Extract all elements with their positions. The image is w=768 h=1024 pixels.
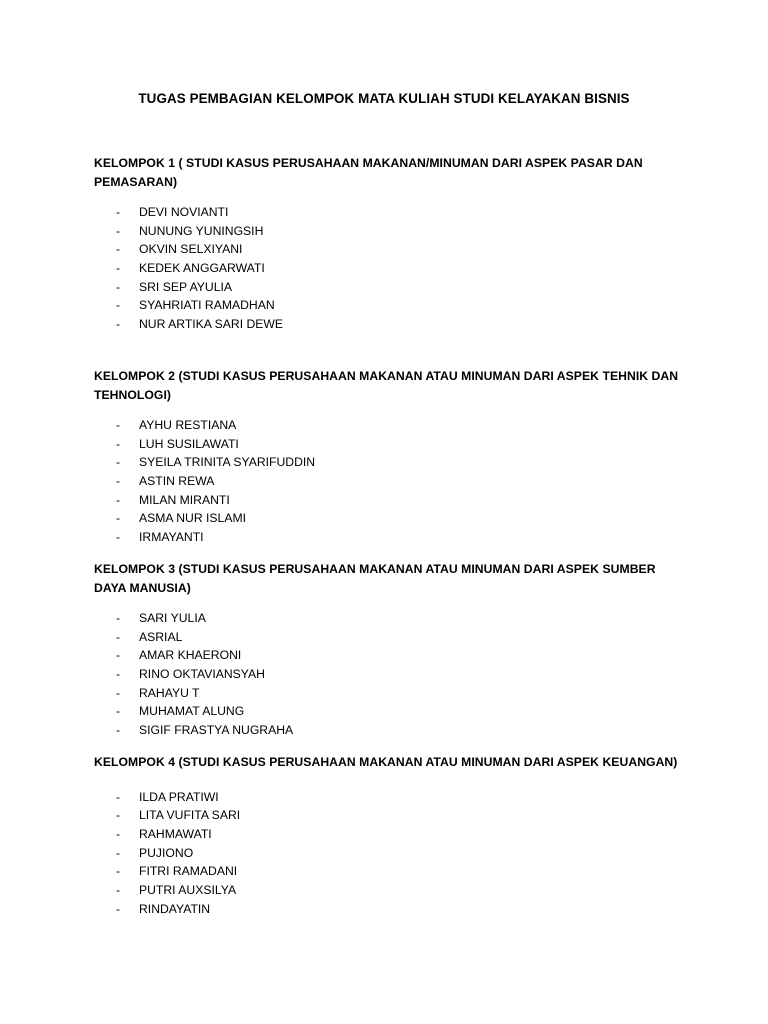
group-heading: KELOMPOK 4 (STUDI KASUS PERUSAHAAN MAKANAN ATAU MINUMAN DARI ASPEK KEUANGAN) <box>94 755 678 769</box>
list-item <box>94 435 684 454</box>
bullet-dash: - <box>116 704 121 719</box>
member-name: SYAHRIATI RAMADHAN <box>139 298 275 313</box>
bullet-dash: - <box>116 511 121 526</box>
member-name: NUNUNG YUNINGSIH <box>139 223 264 238</box>
member-name: ASMA NUR ISLAMI <box>139 511 247 526</box>
list-item <box>94 862 684 881</box>
member-list <box>94 788 684 919</box>
list-item <box>94 702 684 721</box>
bullet-dash: - <box>116 648 121 663</box>
bullet-dash: - <box>116 436 121 451</box>
bullet-dash: - <box>116 685 121 700</box>
member-name: IRMAYANTI <box>139 530 204 545</box>
member-name: MILAN MIRANTI <box>139 492 230 507</box>
group-heading: KELOMPOK 1 ( STUDI KASUS PERUSAHAAN MAKANAN/MINUMAN DARI ASPEK PASAR DAN PEMASARAN) <box>94 156 643 189</box>
member-name: DEVI NOVIANTI <box>139 205 229 219</box>
list-item <box>94 315 684 334</box>
list-item <box>94 203 684 222</box>
group-section-4 <box>94 753 684 918</box>
list-item <box>94 296 684 315</box>
bullet-dash: - <box>116 298 121 313</box>
member-name: LITA VUFITA SARI <box>139 808 241 823</box>
list-item <box>94 628 684 647</box>
group-section-2 <box>94 367 684 547</box>
group-section-1 <box>94 154 684 334</box>
list-item <box>94 491 684 510</box>
member-list <box>94 609 684 740</box>
bullet-dash: - <box>116 901 121 916</box>
document-title: TUGAS PEMBAGIAN KELOMPOK MATA KULIAH STUDI KELAYAKAN BISNIS <box>138 91 630 106</box>
bullet-dash: - <box>116 455 121 470</box>
member-name: OKVIN SELXIYANI <box>139 242 243 257</box>
member-name: RAHMAWATI <box>139 826 212 841</box>
list-item <box>94 684 684 703</box>
list-item <box>94 609 684 628</box>
list-item <box>94 844 684 863</box>
list-item <box>94 416 684 435</box>
bullet-dash: - <box>116 611 121 625</box>
member-name: PUTRI AUXSILYA <box>139 882 237 897</box>
bullet-dash: - <box>116 864 121 879</box>
member-list <box>94 416 684 547</box>
bullet-dash: - <box>116 418 121 432</box>
list-item <box>94 806 684 825</box>
list-item <box>94 646 684 665</box>
bullet-dash: - <box>116 723 121 738</box>
bullet-dash: - <box>116 474 121 489</box>
member-name: PUJIONO <box>139 845 194 860</box>
member-name: AMAR KHAERONI <box>139 648 242 663</box>
member-name: SIGIF FRASTYA NUGRAHA <box>139 723 294 738</box>
bullet-dash: - <box>116 667 121 682</box>
member-name: LUH SUSILAWATI <box>139 436 239 451</box>
list-item <box>94 472 684 491</box>
list-item <box>94 788 684 807</box>
member-name: SYEILA TRINITA SYARIFUDDIN <box>139 455 316 470</box>
member-name: MUHAMAT ALUNG <box>139 704 245 719</box>
list-item <box>94 665 684 684</box>
member-name: RINDAYATIN <box>139 901 211 916</box>
list-item <box>94 240 684 259</box>
bullet-dash: - <box>116 826 121 841</box>
member-name: FITRI RAMADANI <box>139 864 238 879</box>
list-item <box>94 278 684 297</box>
bullet-dash: - <box>116 223 121 238</box>
member-name: NUR ARTIKA SARI DEWE <box>139 317 284 332</box>
bullet-dash: - <box>116 205 121 219</box>
bullet-dash: - <box>116 882 121 897</box>
list-item <box>94 509 684 528</box>
list-item <box>94 222 684 241</box>
bullet-dash: - <box>116 492 121 507</box>
member-list <box>94 203 684 334</box>
list-item <box>94 881 684 900</box>
list-item <box>94 528 684 547</box>
list-item <box>94 721 684 740</box>
member-name: ASRIAL <box>139 629 183 644</box>
member-name: RINO OKTAVIANSYAH <box>139 667 265 682</box>
group-heading: KELOMPOK 2 (STUDI KASUS PERUSAHAAN MAKANAN ATAU MINUMAN DARI ASPEK TEHNIK DAN TEHNOLOGI) <box>94 369 679 402</box>
list-item <box>94 259 684 278</box>
list-item <box>94 825 684 844</box>
bullet-dash: - <box>116 242 121 257</box>
member-name: SRI SEP AYULIA <box>139 279 233 294</box>
member-name: SARI YULIA <box>139 611 206 625</box>
list-item <box>94 900 684 919</box>
member-name: KEDEK ANGGARWATI <box>139 261 265 276</box>
member-name: ASTIN REWA <box>139 474 215 489</box>
member-name: RAHAYU T <box>139 685 200 700</box>
bullet-dash: - <box>116 808 121 823</box>
list-item <box>94 453 684 472</box>
member-name: AYHU RESTIANA <box>139 418 237 432</box>
bullet-dash: - <box>116 845 121 860</box>
member-name: ILDA PRATIWI <box>139 789 219 804</box>
bullet-dash: - <box>116 789 121 804</box>
group-section-3 <box>94 560 684 740</box>
bullet-dash: - <box>116 261 121 276</box>
bullet-dash: - <box>116 317 121 332</box>
group-heading: KELOMPOK 3 (STUDI KASUS PERUSAHAAN MAKANAN ATAU MINUMAN DARI ASPEK SUMBER DAYA MANUSIA) <box>94 562 656 595</box>
bullet-dash: - <box>116 629 121 644</box>
bullet-dash: - <box>116 279 121 294</box>
bullet-dash: - <box>116 530 121 545</box>
